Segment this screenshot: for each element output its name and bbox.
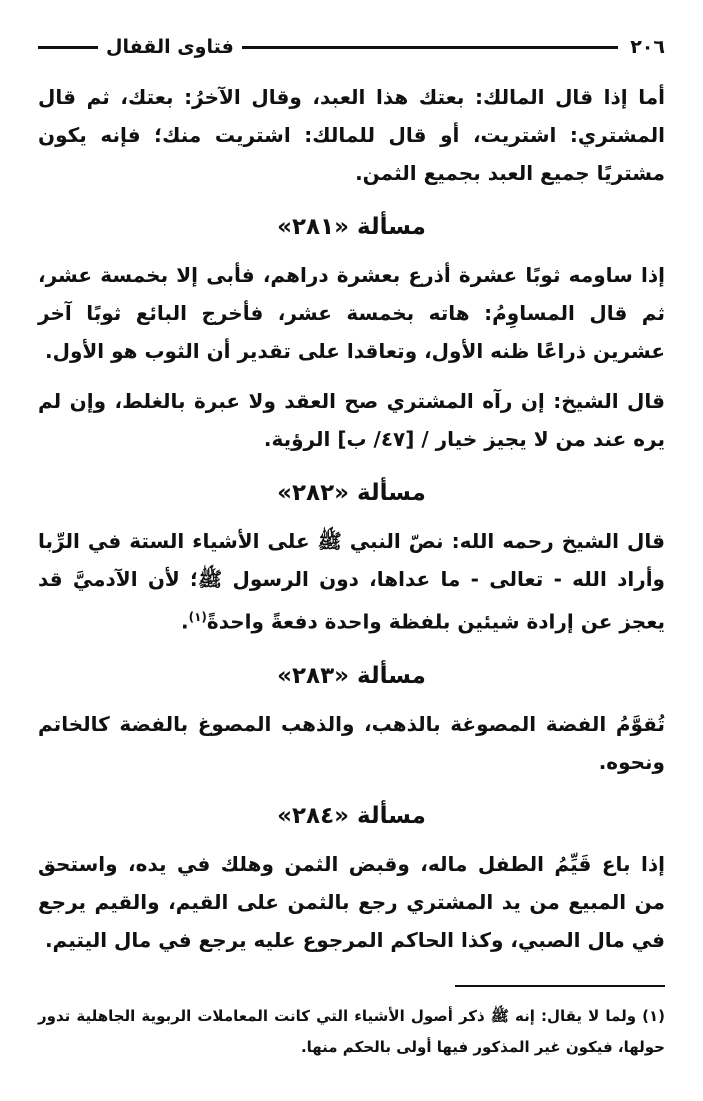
paragraph-4 <box>38 522 665 641</box>
footnote-marker: (١) <box>188 610 207 624</box>
issue-heading-282: مسألة «٢٨٢» <box>277 480 426 506</box>
paragraph-4-text: قال الشيخ رحمه الله: نصّ النبي ﷺ على الأشياء الستة في الرِّبا وأراد الله - تعالى - ما عداها، دون الرسول ﷺ؛ لأن الآدميَّ قد يعجز عن إرادة شيئين بلفظة واحدة دفعةً واحدةً <box>38 529 665 634</box>
running-header <box>38 34 665 60</box>
paragraph-5: تُقوَّمُ الفضة المصوغة بالذهب، والذهب المصوغ بالفضة كالخاتم ونحوه. <box>38 711 665 774</box>
page-number: ٢٠٦ <box>630 36 665 58</box>
paragraph-3: قال الشيخ: إن رآه المشتري صح العقد ولا عبرة بالغلط، وإن لم يره عند من لا يجيز خيار / [٤٧/ ب] الرؤية. <box>38 389 665 451</box>
paragraph-6: إذا باع قَيِّمُ الطفل ماله، وقبض الثمن وهلك في يده، واستحق من المبيع من يد المشتري رجع بالثمن على القيم، والقيم يرجع في مال الصبي، وكذا الحاكم المرجوع عليه يرجع في مال اليتيم. <box>38 851 665 952</box>
footnote-1: (١) ولما لا يقال: إنه ﷺ ذكر أصول الأشياء التي كانت المعاملات الربوية الجاهلية تدور حولها، فيكون غير المذكور فيها أولى بالحكم منها. <box>38 1006 665 1056</box>
issue-heading-284: مسألة «٢٨٤» <box>277 802 426 829</box>
paragraph-2: إذا ساومه ثوبًا عشرة أذرع بعشرة دراهم، فأبى إلا بخمسة عشر، ثم قال المساوِمُ: هاته بخمسة عشر، فأخرج البائع ثوبًا آخر عشرين ذراعًا ظنه الأول، وتعاقدا على تقدير أن الثوب هو الأول. <box>38 263 665 363</box>
issue-heading-283: مسألة «٢٨٣» <box>277 662 426 689</box>
header-rule <box>242 46 618 49</box>
issue-heading-281: مسألة «٢٨١» <box>277 214 426 240</box>
paragraph-1: أما إذا قال المالك: بعتك هذا العبد، وقال الآخرُ: بعتك، ثم قال المشتري: اشتريت، أو قال للمالك: اشتريت منك؛ فإنه يكون مشتريًا جميع العبد بجميع الثمن. <box>38 85 665 185</box>
book-title: فتاوى القفال <box>106 36 234 58</box>
header-rule-end <box>38 46 98 49</box>
footnote-separator <box>455 985 665 987</box>
paragraph-4-end: . <box>181 609 189 634</box>
